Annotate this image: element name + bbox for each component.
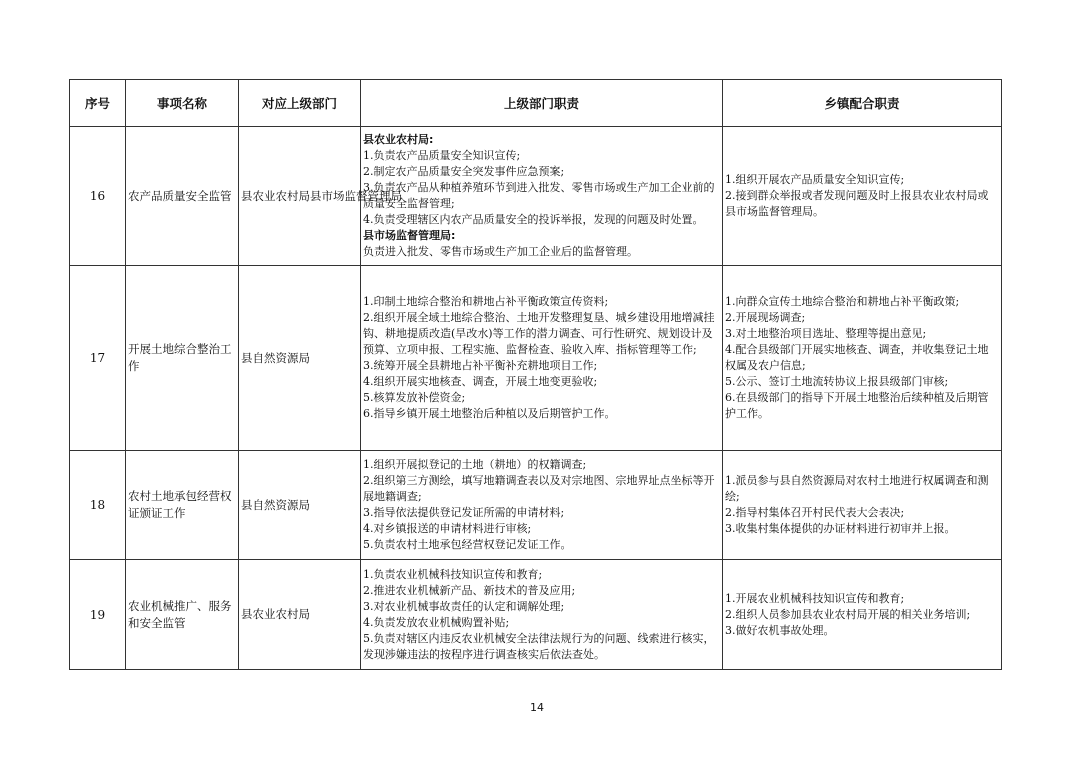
- table-body: [70, 127, 1002, 670]
- duty-item: 5.负责对辖区内违反农业机械安全法律法规行为的问题、线索进行核实，发现涉嫌违法的按程序进行调查核实后依法查处。: [363, 631, 715, 661]
- duty-item: 1.印制土地综合整治和耕地占补平衡政策宣传资料;: [363, 295, 609, 308]
- item-name: 开展土地综合整治工作: [126, 266, 239, 451]
- page-number: 14: [530, 701, 544, 714]
- township-item: 6.在县级部门的指导下开展土地整治后续种植及后期管护工作。: [725, 391, 989, 420]
- superior-duties: [361, 560, 723, 670]
- table-row: [70, 560, 1002, 670]
- dept-name: 县农业农村局: [241, 188, 310, 203]
- township-item: 3.收集村集体提供的办证材料进行初审并上报。: [725, 522, 956, 535]
- duty-item: 4.负责发放农业机械购置补贴;: [363, 615, 510, 629]
- dept-heading: 县市场监督管理局:: [363, 229, 456, 242]
- duty-item: 4.组织开展实地核查、调查，开展土地变更验收;: [363, 375, 598, 388]
- township-item: 5.公示、签订土地流转协议上报县级部门审核;: [725, 375, 949, 388]
- header-row: [70, 80, 1002, 127]
- township-duties: [723, 451, 1002, 560]
- duty-table: [69, 79, 1002, 670]
- header-item-name: 事项名称: [126, 80, 239, 127]
- duty-item: 1.负责农产品质量安全知识宣传;: [363, 149, 521, 162]
- township-item: 2.接到群众举报或者发现问题及时上报县农业农村局或县市场监督管理局。: [725, 189, 989, 218]
- header-seq: 序号: [70, 80, 126, 127]
- table-row: [70, 127, 1002, 266]
- superior-duties: [361, 451, 723, 560]
- duty-item: 3.对农业机械事故责任的认定和调解处理;: [363, 599, 565, 613]
- duty-item: 3.负责农产品从种植养殖环节到进入批发、零售市场或生产加工企业前的质量安全监督管理;: [363, 181, 715, 210]
- duty-item: 4.负责受理辖区内农产品质量安全的投诉举报，发现的问题及时处置。: [363, 213, 704, 226]
- township-item: 3.做好农机事故处理。: [725, 623, 835, 637]
- item-name: 农产品质量安全监管: [126, 127, 239, 266]
- superior-duties: [361, 127, 723, 266]
- township-duties: [723, 127, 1002, 266]
- duty-item: 5.核算发放补偿资金;: [363, 391, 466, 404]
- superior-duties: [361, 266, 723, 451]
- township-item: 1.组织开展农产品质量安全知识宣传;: [725, 173, 905, 186]
- duty-item: 4.对乡镇报送的申请材料进行审核;: [363, 522, 532, 535]
- township-item: 1.向群众宣传土地综合整治和耕地占补平衡政策;: [725, 295, 960, 308]
- duty-item: 1.组织开展拟登记的土地（耕地）的权籍调查;: [363, 458, 587, 471]
- item-name: 农村土地承包经营权证颁证工作: [126, 451, 239, 560]
- dept-name: 县自然资源局: [241, 497, 310, 512]
- township-item: 2.组织人员参加县农业农村局开展的相关业务培训;: [725, 607, 971, 621]
- row-number: 18: [70, 451, 126, 560]
- superior-dept: [239, 127, 402, 266]
- township-duties: [723, 560, 1002, 670]
- duty-item: 3.统筹开展全县耕地占补平衡补充耕地项目工作;: [363, 359, 598, 372]
- table-row: [70, 266, 1002, 451]
- dept-name: 县自然资源局: [241, 350, 310, 365]
- dept-name: 县农业农村局: [241, 607, 310, 621]
- header-superior-dept: 对应上级部门: [239, 80, 361, 127]
- item-name: 农业机械推广、服务和安全监管: [126, 560, 239, 670]
- township-item: 2.指导村集体召开村民代表大会表决;: [725, 506, 905, 519]
- row-number: 17: [70, 266, 126, 451]
- duty-item: 2.推进农业机械新产品、新技术的普及应用;: [363, 583, 576, 597]
- row-number: 16: [70, 127, 126, 266]
- duty-item: 负责进入批发、零售市场或生产加工企业后的监督管理。: [363, 245, 638, 258]
- dept-name: 县市场监督管理局: [310, 188, 402, 203]
- duty-item: 6.指导乡镇开展土地整治后种植以及后期管护工作。: [363, 407, 616, 420]
- township-item: 4.配合县级部门开展实地核查、调查，并收集登记土地权属及农户信息;: [725, 343, 989, 372]
- township-duties: [723, 266, 1002, 451]
- header-township-duties: 乡镇配合职责: [723, 80, 1002, 127]
- header-superior-duties: 上级部门职责: [361, 80, 723, 127]
- dept-heading: 县农业农村局:: [363, 133, 434, 146]
- row-number: 19: [70, 560, 126, 670]
- table-row: [70, 451, 1002, 560]
- township-item: 3.对土地整治项目选址、整理等提出意见;: [725, 327, 927, 340]
- superior-dept: [239, 560, 361, 670]
- township-item: 1.开展农业机械科技知识宣传和教育;: [725, 591, 905, 605]
- superior-dept: [239, 266, 361, 451]
- duty-item: 2.组织开展全域土地综合整治、土地开发整理复垦、城乡建设用地增减挂钩、耕地提质改造(旱改水)等工作的潜力调查、可行性研究、规划设计及预算、立项申报、工程实施、监督检查、验收入库、指标管理等工作;: [363, 311, 715, 356]
- duty-item: 2.组织第三方测绘，填写地籍调查表以及对宗地图、宗地界址点坐标等开展地籍调查;: [363, 474, 715, 503]
- duty-item: 2.制定农产品质量安全突发事件应急预案;: [363, 165, 565, 178]
- township-item: 1.派员参与县自然资源局对农村土地进行权属调查和测绘;: [725, 474, 989, 503]
- superior-dept: [239, 451, 361, 560]
- township-item: 2.开展现场调查;: [725, 311, 806, 324]
- duty-item: 3.指导依法提供登记发证所需的申请材料;: [363, 506, 565, 519]
- duty-item: 1.负责农业机械科技知识宣传和教育;: [363, 567, 543, 581]
- duty-item: 5.负责农村土地承包经营权登记发证工作。: [363, 538, 572, 551]
